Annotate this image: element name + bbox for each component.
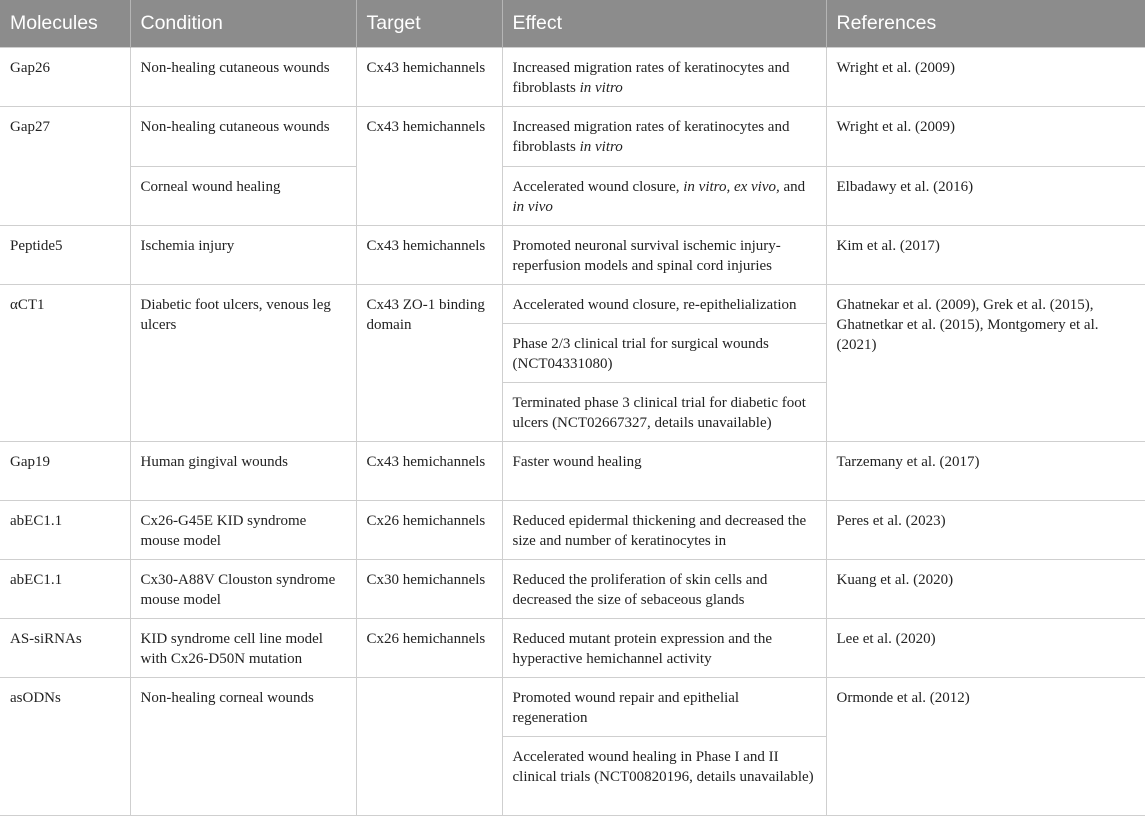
condition-cell: Diabetic foot ulcers, venous leg ulcers — [130, 285, 356, 442]
target-cell: Cx30 hemichannels — [356, 560, 502, 619]
effect-cell: Accelerated wound healing in Phase I and II clinical trials (NCT00820196, details unavailable) — [502, 737, 826, 816]
effect-cell — [502, 167, 826, 226]
molecule-cell: Gap19 — [0, 442, 130, 501]
reference-cell: Lee et al. (2020) — [826, 619, 1145, 678]
effect-cell: Promoted neuronal survival ischemic injury-reperfusion models and spinal cord injuries — [502, 226, 826, 285]
condition-cell: Non-healing corneal wounds — [130, 678, 356, 816]
target-cell: Cx43 ZO-1 binding domain — [356, 285, 502, 442]
target-cell: Cx26 hemichannels — [356, 619, 502, 678]
reference-cell: Ormonde et al. (2012) — [826, 678, 1145, 816]
condition-cell: KID syndrome cell line model with Cx26-D50N mutation — [130, 619, 356, 678]
table-row — [0, 285, 1145, 324]
molecule-cell: Peptide5 — [0, 226, 130, 285]
header-effect: Effect — [502, 0, 826, 48]
effect-cell: Promoted wound repair and epithelial regeneration — [502, 678, 826, 737]
effect-cell: Reduced mutant protein expression and the hyperactive hemichannel activity — [502, 619, 826, 678]
table-row — [0, 167, 1145, 226]
table-row — [0, 226, 1145, 285]
condition-cell: Non-healing cutaneous wounds — [130, 48, 356, 107]
effect-cell — [502, 48, 826, 107]
table-row — [0, 442, 1145, 501]
header-molecules: Molecules — [0, 0, 130, 48]
effect-cell: Accelerated wound closure, re-epithelialization — [502, 285, 826, 324]
molecule-cell: Gap27 — [0, 107, 130, 226]
table-row — [0, 560, 1145, 619]
molecule-cell: abEC1.1 — [0, 560, 130, 619]
table-header — [0, 0, 1145, 48]
effect-cell: Reduced the proliferation of skin cells and decreased the size of sebaceous glands — [502, 560, 826, 619]
target-cell: Cx43 hemichannels — [356, 226, 502, 285]
table-row — [0, 678, 1145, 737]
reference-cell: Wright et al. (2009) — [826, 107, 1145, 167]
effect-cell — [502, 107, 826, 167]
effect-italic-text: in vitro — [579, 80, 623, 96]
effect-italic-text: in vivo — [512, 199, 553, 215]
table-row — [0, 501, 1145, 560]
target-cell — [356, 678, 502, 816]
molecule-cell: αCT1 — [0, 285, 130, 442]
molecule-cell: abEC1.1 — [0, 501, 130, 560]
target-cell: Cx43 hemichannels — [356, 48, 502, 107]
condition-cell: Cx30-A88V Clouston syndrome mouse model — [130, 560, 356, 619]
reference-cell: Tarzemany et al. (2017) — [826, 442, 1145, 501]
condition-cell: Ischemia injury — [130, 226, 356, 285]
condition-cell: Human gingival wounds — [130, 442, 356, 501]
effect-text: Increased migration rates of keratinocytes and fibroblasts — [512, 119, 790, 155]
header-row — [0, 0, 1145, 48]
reference-cell: Elbadawy et al. (2016) — [826, 167, 1145, 226]
molecule-cell: Gap26 — [0, 48, 130, 107]
header-target: Target — [356, 0, 502, 48]
molecule-cell: asODNs — [0, 678, 130, 816]
effect-cell: Faster wound healing — [502, 442, 826, 501]
reference-cell: Wright et al. (2009) — [826, 48, 1145, 107]
header-references: References — [826, 0, 1145, 48]
effect-text: Accelerated wound closure, — [512, 179, 684, 195]
table-row — [0, 48, 1145, 107]
target-cell: Cx43 hemichannels — [356, 442, 502, 501]
header-condition: Condition — [130, 0, 356, 48]
reference-cell: Ghatnekar et al. (2009), Grek et al. (2015), Ghatnetkar et al. (2015), Montgomery et al. (2021) — [826, 285, 1145, 442]
table-row — [0, 619, 1145, 678]
effect-cell: Phase 2/3 clinical trial for surgical wounds (NCT04331080) — [502, 324, 826, 383]
reference-cell: Kim et al. (2017) — [826, 226, 1145, 285]
molecule-cell: AS-siRNAs — [0, 619, 130, 678]
reference-cell: Peres et al. (2023) — [826, 501, 1145, 560]
condition-cell: Corneal wound healing — [130, 167, 356, 226]
effect-text: Increased migration rates of keratinocytes and fibroblasts — [512, 60, 790, 96]
effect-cell: Terminated phase 3 clinical trial for diabetic foot ulcers (NCT02667327, details unavailable) — [502, 383, 826, 442]
effect-text: and — [779, 179, 806, 195]
table-row — [0, 107, 1145, 167]
reference-cell: Kuang et al. (2020) — [826, 560, 1145, 619]
effect-italic-text: in vitro — [579, 139, 623, 155]
table-body — [0, 48, 1145, 816]
target-cell: Cx43 hemichannels — [356, 107, 502, 226]
condition-cell: Cx26-G45E KID syndrome mouse model — [130, 501, 356, 560]
target-cell: Cx26 hemichannels — [356, 501, 502, 560]
effect-cell: Reduced epidermal thickening and decreased the size and number of keratinocytes in — [502, 501, 826, 560]
condition-cell: Non-healing cutaneous wounds — [130, 107, 356, 167]
effect-italic-text: in vitro, ex vivo, — [683, 179, 780, 195]
